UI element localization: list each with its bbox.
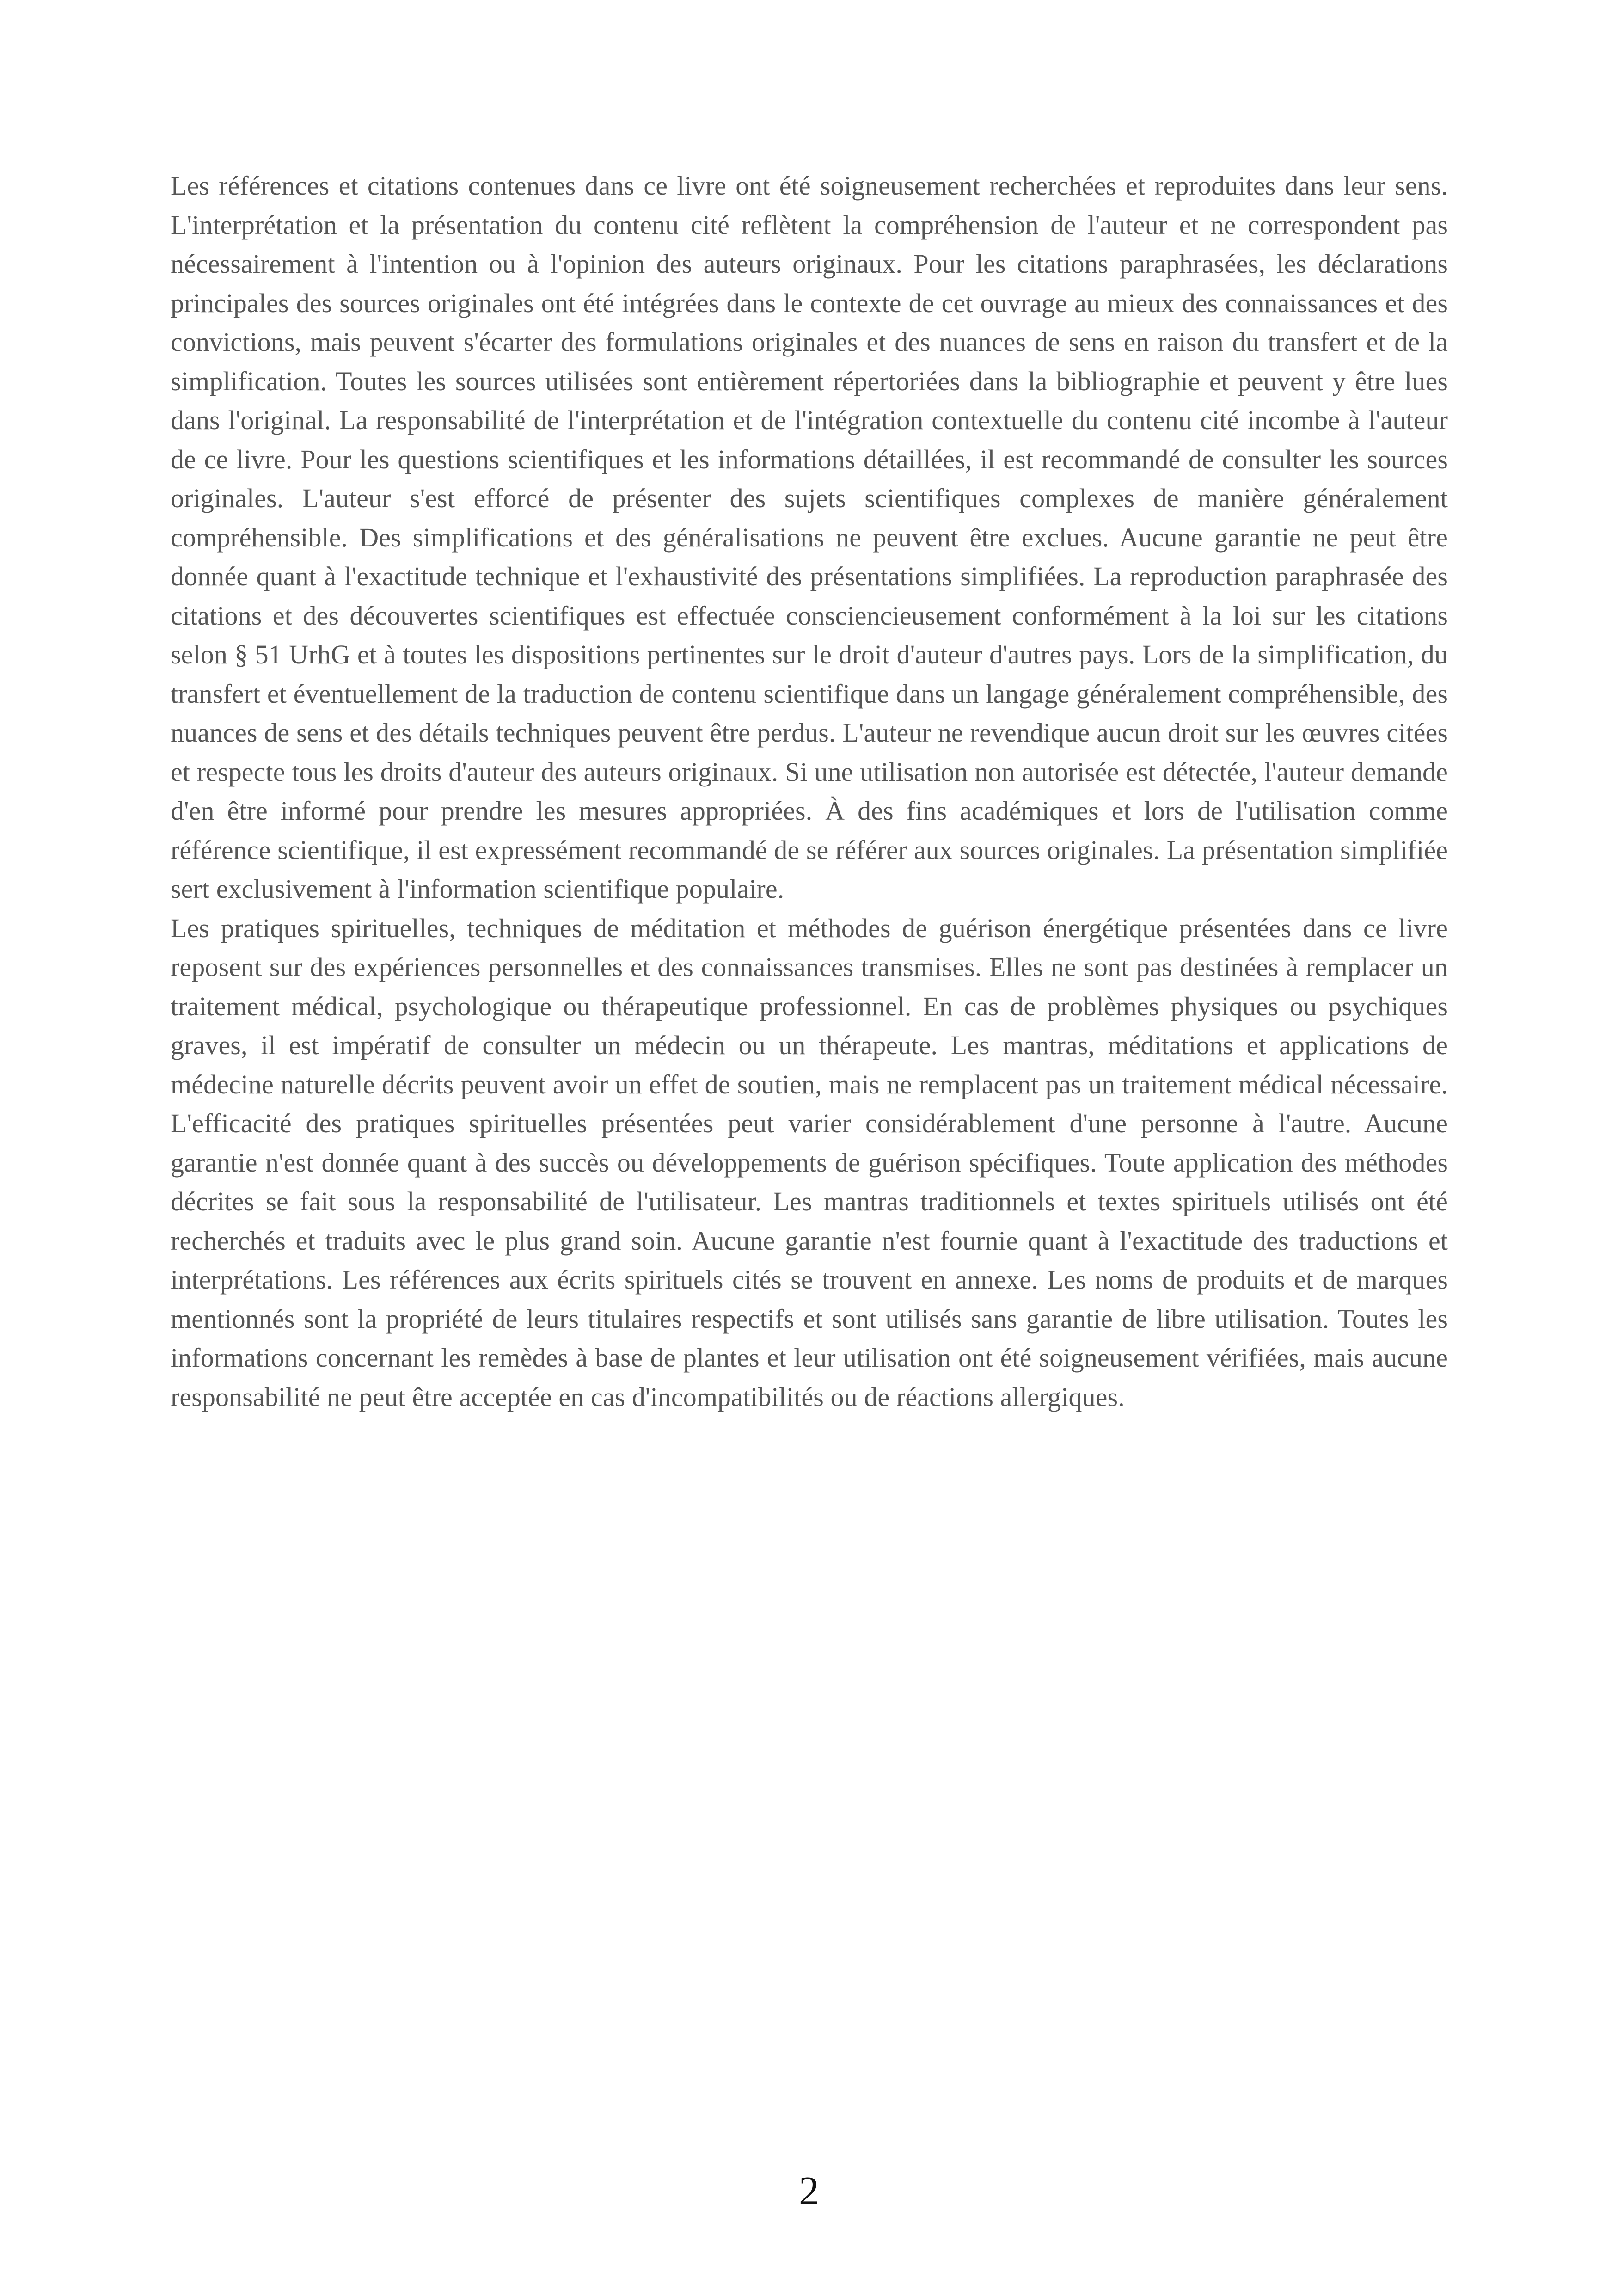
paragraph-sources-disclaimer: Les références et citations contenues dans ce livre ont été soigneusement recherchées et reproduites dans leur sens. L'interprétation et la présentation du contenu cité reflètent la compréhension de l'auteur et ne correspondent pas nécessairement à l'intention ou à l'opinion des auteurs originaux. Pour les citations paraphrasées, les déclarations principales des sources originales ont été intégrées dans le contexte de cet ouvrage au mieux des connaissances et des convictions, mais peuvent s'écarter des formulations originales et des nuances de sens en raison du transfert et de la simplification. Toutes les sources utilisées sont entièrement répertoriées dans la bibliographie et peuvent y être lues dans l'original. La responsabilité de l'interprétation et de l'intégration contextuelle du contenu cité incombe à l'auteur de ce livre. Pour les questions scientifiques et les informations détaillées, il est recommandé de consulter les sources originales. L'auteur s'est efforcé de présenter des sujets scientifiques complexes de manière généralement compréhensible. Des simplifications et des généralisations ne peuvent être exclues. Aucune garantie ne peut être donnée quant à l'exactitude technique et l'exhaustivité des présentations simplifiées. La reproduction paraphrasée des citations et des découvertes scientifiques est effectuée consciencieusement conformément à la loi sur les citations selon § 51 UrhG et à toutes les dispositions pertinentes sur le droit d'auteur d'autres pays. Lors de la simplification, du transfert et éventuellement de la traduction de contenu scientifique dans un langage généralement compréhensible, des nuances de sens et des détails techniques peuvent être perdus. L'auteur ne revendique aucun droit sur les œuvres citées et respecte tous les droits d'auteur des auteurs originaux. Si une utilisation non autorisée est détectée, l'auteur demande d'en être informé pour prendre les mesures appropriées. À des fins académiques et lors de l'utilisation comme référence scientifique, il est expressément recommandé de se référer aux sources originales. La présentation simplifiée sert exclusivement à l'information scientifique populaire.: [171, 171, 1448, 904]
body-text: [171, 166, 1448, 1417]
paragraph-spiritual-disclaimer: Les pratiques spirituelles, techniques de méditation et méthodes de guérison énergétique présentées dans ce livre reposent sur des expériences personnelles et des connaissances transmises. Elles ne sont pas destinées à remplacer un traitement médical, psychologique ou thérapeutique professionnel. En cas de problèmes physiques ou psychiques graves, il est impératif de consulter un médecin ou un thérapeute. Les mantras, méditations et applications de médecine naturelle décrits peuvent avoir un effet de soutien, mais ne remplacent pas un traitement médical nécessaire. L'efficacité des pratiques spirituelles présentées peut varier considérablement d'une personne à l'autre. Aucune garantie n'est donnée quant à des succès ou développements de guérison spécifiques. Toute application des méthodes décrites se fait sous la responsabilité de l'utilisateur. Les mantras traditionnels et textes spirituels utilisés ont été recherchés et traduits avec le plus grand soin. Aucune garantie n'est fournie quant à l'exactitude des traductions et interprétations. Les références aux écrits spirituels cités se trouvent en annexe. Les noms de produits et de marques mentionnés sont la propriété de leurs titulaires respectifs et sont utilisés sans garantie de libre utilisation. Toutes les informations concernant les remèdes à base de plantes et leur utilisation ont été soigneusement vérifiées, mais aucune responsabilité ne peut être acceptée en cas d'incompatibilités ou de réactions allergiques.: [171, 913, 1448, 1412]
page-number: 2: [799, 2169, 819, 2214]
